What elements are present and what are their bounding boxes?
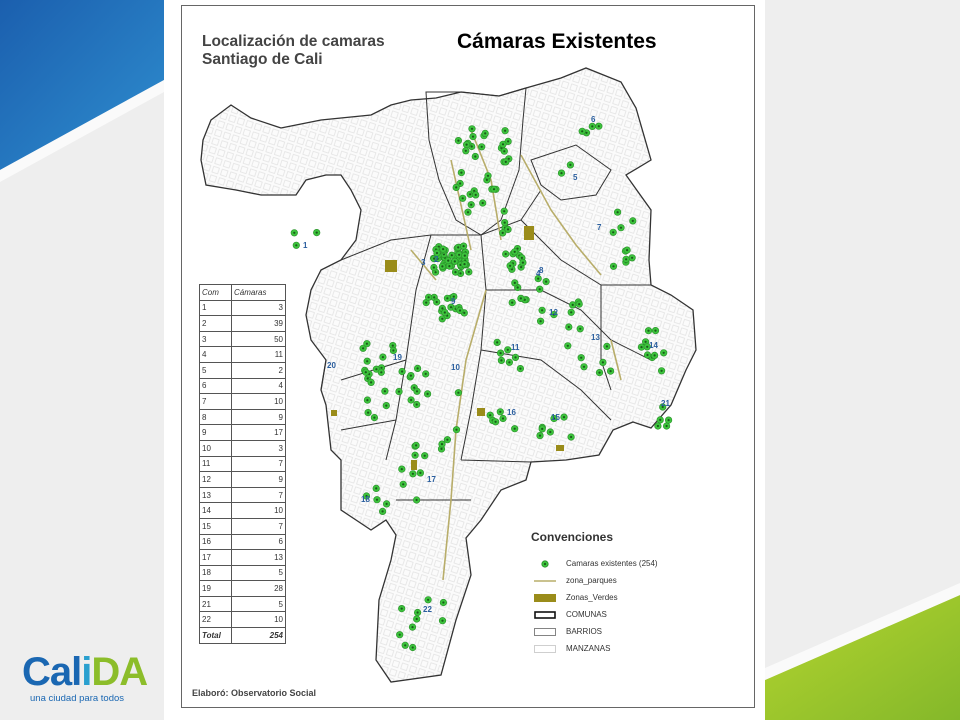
- camera-point: [517, 365, 524, 372]
- table-row: [200, 425, 286, 441]
- camera-point: [399, 466, 406, 473]
- camera-point: [382, 388, 389, 395]
- camera-point: [313, 229, 320, 236]
- camera-point: [409, 644, 416, 651]
- camera-point: [589, 123, 596, 130]
- cell-camaras: 254: [232, 628, 286, 644]
- camera-point: [440, 246, 447, 253]
- cell-comuna: 21: [200, 596, 232, 612]
- cell-comuna: 10: [200, 440, 232, 456]
- camera-point: [453, 184, 460, 191]
- comuna-box-symbol: [534, 611, 556, 619]
- table-row: [200, 612, 286, 628]
- camera-point: [413, 442, 420, 449]
- camera-point: [445, 257, 452, 264]
- table-total-row: [200, 628, 286, 644]
- blue-corner-shape: [0, 0, 164, 170]
- green-fill-symbol: [534, 594, 556, 602]
- camera-point: [452, 258, 459, 265]
- camera-point: [462, 252, 469, 259]
- comuna-label: 16: [507, 408, 516, 417]
- camera-point: [453, 426, 460, 433]
- camera-point: [439, 617, 446, 624]
- table-row: [200, 487, 286, 503]
- cell-comuna: 15: [200, 518, 232, 534]
- camera-point: [410, 471, 417, 478]
- comuna-label: 13: [591, 333, 600, 342]
- table-row: [200, 581, 286, 597]
- legend-items: [531, 556, 731, 658]
- camera-point: [466, 269, 473, 276]
- camera-point: [501, 208, 508, 215]
- comuna-label: 10: [451, 363, 460, 372]
- camera-point: [472, 192, 479, 199]
- camera-point: [468, 201, 475, 208]
- camera-point: [500, 141, 507, 148]
- camera-point: [371, 414, 378, 421]
- camera-point: [424, 391, 431, 398]
- comuna-label: 3: [421, 258, 426, 267]
- cell-comuna: 2: [200, 316, 232, 332]
- cell-comuna: 11: [200, 456, 232, 472]
- camera-point: [507, 263, 514, 270]
- camera-point: [363, 369, 370, 376]
- comuna-label: 21: [661, 399, 670, 408]
- camera-point: [651, 352, 658, 359]
- camera-point: [455, 137, 462, 144]
- camera-point: [569, 302, 576, 309]
- camera-point: [383, 501, 390, 508]
- camera-point: [610, 229, 617, 236]
- camera-point: [660, 350, 667, 357]
- camera-point: [502, 127, 509, 134]
- camera-point: [383, 402, 390, 409]
- camera-point: [396, 631, 403, 638]
- comuna-label: 1: [303, 241, 308, 250]
- camera-point: [644, 352, 651, 359]
- camera-point: [482, 130, 489, 137]
- calida-logo: [22, 650, 172, 710]
- camera-point: [655, 423, 662, 430]
- camera-point: [604, 343, 611, 350]
- camera-point: [537, 432, 544, 439]
- camera-point: [568, 309, 575, 316]
- camera-point: [578, 354, 585, 361]
- cell-camaras: 5: [232, 565, 286, 581]
- cameras-table: [199, 284, 286, 644]
- camera-point: [469, 126, 476, 133]
- camera-point: [439, 263, 446, 270]
- camera-point: [503, 159, 510, 166]
- barrio-box-symbol: [534, 628, 556, 636]
- camera-point: [536, 286, 543, 293]
- comuna-label: 8: [539, 266, 544, 275]
- camera-point: [364, 358, 371, 365]
- header-com: Com: [200, 285, 232, 301]
- cell-camaras: 28: [232, 581, 286, 597]
- table-body: [200, 300, 286, 643]
- camera-point: [444, 436, 451, 443]
- cell-camaras: 7: [232, 487, 286, 503]
- table-row: [200, 394, 286, 410]
- camera-point: [509, 299, 516, 306]
- camera-point: [579, 128, 586, 135]
- camera-point: [413, 497, 420, 504]
- cell-comuna: 5: [200, 362, 232, 378]
- logo-tagline: una ciudad para todos: [30, 693, 125, 704]
- table-row: [200, 378, 286, 394]
- camera-point: [368, 379, 375, 386]
- camera-point: [414, 365, 421, 372]
- camera-point: [511, 425, 518, 432]
- camera-point: [497, 350, 504, 357]
- camera-point: [460, 243, 467, 250]
- green-zone: [524, 226, 534, 240]
- camera-point: [543, 278, 550, 285]
- comuna-label: 17: [427, 475, 436, 484]
- camera-point: [414, 388, 421, 395]
- cell-camaras: 13: [232, 550, 286, 566]
- table-row: [200, 534, 286, 550]
- cell-camaras: 11: [232, 347, 286, 363]
- cell-camaras: 10: [232, 503, 286, 519]
- camera-point: [596, 369, 603, 376]
- legend: [531, 530, 731, 658]
- camera-point: [396, 388, 403, 395]
- comuna-label: 14: [649, 341, 658, 350]
- camera-point: [565, 343, 572, 350]
- camera-point: [501, 219, 508, 226]
- legend-item: [531, 573, 731, 590]
- table-row: [200, 456, 286, 472]
- camera-point: [413, 401, 420, 408]
- camera-point: [421, 452, 428, 459]
- camera-point: [512, 280, 519, 287]
- camera-point: [629, 255, 636, 262]
- camera-point: [470, 133, 477, 140]
- camera-point: [293, 242, 300, 249]
- camera-point: [581, 364, 588, 371]
- manzana-box-symbol: [534, 645, 556, 653]
- camera-point: [520, 259, 527, 266]
- camera-point: [658, 368, 665, 375]
- camera-point: [374, 496, 381, 503]
- camera-point: [624, 247, 631, 254]
- camera-point: [492, 419, 499, 426]
- comuna-label: 22: [423, 605, 432, 614]
- cell-camaras: 6: [232, 534, 286, 550]
- legend-item: [531, 607, 731, 624]
- camera-point: [444, 295, 451, 302]
- cell-comuna: 13: [200, 487, 232, 503]
- cell-comuna: 18: [200, 565, 232, 581]
- camera-point: [512, 354, 519, 361]
- camera-point: [518, 295, 525, 302]
- cell-camaras: 2: [232, 362, 286, 378]
- table-row: [200, 316, 286, 332]
- camera-point: [458, 169, 465, 176]
- cell-camaras: 7: [232, 518, 286, 534]
- legend-title: Convenciones: [531, 530, 614, 544]
- cell-comuna: 19: [200, 581, 232, 597]
- camera-point: [485, 173, 492, 180]
- green-zone: [385, 260, 397, 272]
- camera-point: [425, 597, 432, 604]
- camera-point: [497, 409, 504, 416]
- camera-point: [600, 359, 607, 366]
- map-title-line1: Localización de camaras: [202, 33, 385, 50]
- cell-camaras: 10: [232, 612, 286, 628]
- cell-comuna: 12: [200, 472, 232, 488]
- camera-point: [498, 357, 505, 364]
- camera-point: [408, 397, 415, 404]
- camera-point: [399, 368, 406, 375]
- camera-point: [364, 340, 371, 347]
- credit-text: Elaboró: Observatorio Social: [192, 688, 317, 698]
- cell-camaras: 9: [232, 472, 286, 488]
- comuna-label: 2: [434, 255, 439, 264]
- table-row: [200, 472, 286, 488]
- header-camaras: Cámaras: [232, 285, 286, 301]
- cell-comuna: 16: [200, 534, 232, 550]
- legend-item-label: MANZANAS: [566, 644, 611, 653]
- cell-comuna: 1: [200, 300, 232, 316]
- camera-point: [494, 339, 501, 346]
- cell-comuna: 14: [200, 503, 232, 519]
- comuna-label: 4: [536, 269, 541, 278]
- comuna-label: 18: [361, 495, 370, 504]
- slide-title: Cámaras Existentes: [457, 30, 657, 53]
- cell-camaras: 5: [232, 596, 286, 612]
- comuna-label: 12: [549, 308, 558, 317]
- comuna-label: 19: [393, 353, 402, 362]
- camera-point: [431, 264, 438, 271]
- park-line-symbol: [534, 577, 556, 585]
- comuna-label: 7: [597, 223, 602, 232]
- table-row: [200, 331, 286, 347]
- camera-point: [645, 327, 652, 334]
- camera-point: [501, 148, 508, 155]
- camera-point: [657, 417, 664, 424]
- cell-camaras: 3: [232, 440, 286, 456]
- camera-point: [465, 209, 472, 216]
- camera-point: [511, 249, 518, 256]
- camera-point: [457, 307, 464, 314]
- cell-camaras: 17: [232, 425, 286, 441]
- comuna-label: 9: [451, 297, 456, 306]
- camera-point: [652, 327, 659, 334]
- camera-point: [479, 200, 486, 207]
- green-zone: [411, 460, 417, 470]
- cell-camaras: 4: [232, 378, 286, 394]
- legend-item-label: zona_parques: [566, 576, 617, 585]
- camera-point: [291, 230, 298, 237]
- camera-point: [576, 301, 583, 308]
- green-zone: [331, 410, 337, 416]
- camera-point: [500, 415, 507, 422]
- table-row: [200, 362, 286, 378]
- table-row: [200, 300, 286, 316]
- camera-point: [373, 485, 380, 492]
- camera-point: [400, 481, 407, 488]
- table-row: [200, 503, 286, 519]
- camera-point: [478, 144, 485, 151]
- cell-comuna: Total: [200, 628, 232, 644]
- cell-comuna: 22: [200, 612, 232, 628]
- cell-camaras: 9: [232, 409, 286, 425]
- camera-point: [539, 307, 546, 314]
- camera-point: [378, 369, 385, 376]
- table-header-row: [200, 285, 286, 301]
- camera-point: [537, 318, 544, 325]
- camera-point: [425, 294, 432, 301]
- legend-item: [531, 590, 731, 607]
- table-row: [200, 440, 286, 456]
- legend-item: [531, 641, 731, 658]
- table-row: [200, 565, 286, 581]
- camera-point: [459, 195, 466, 202]
- table-row: [200, 550, 286, 566]
- green-zone: [477, 408, 485, 416]
- camera-point: [502, 251, 509, 258]
- camera-point: [558, 170, 565, 177]
- cell-comuna: 6: [200, 378, 232, 394]
- green-zone: [556, 445, 564, 451]
- legend-item-label: Zonas_Verdes: [566, 593, 618, 602]
- legend-item-label: BARRIOS: [566, 627, 603, 636]
- cell-camaras: 10: [232, 394, 286, 410]
- legend-item: [531, 624, 731, 641]
- cell-comuna: 9: [200, 425, 232, 441]
- camera-point: [630, 218, 637, 225]
- camera-point: [567, 162, 574, 169]
- camera-point: [412, 452, 419, 459]
- camera-point: [422, 371, 429, 378]
- camera-point: [380, 354, 387, 361]
- camera-point: [610, 263, 617, 270]
- logo-wordmark: CaliDA: [22, 650, 148, 694]
- camera-point: [455, 389, 462, 396]
- camera-point: [607, 368, 614, 375]
- camera-point: [379, 508, 386, 515]
- table-row: [200, 347, 286, 363]
- camera-point: [463, 141, 470, 148]
- camera-point: [442, 309, 449, 316]
- cell-camaras: 3: [232, 300, 286, 316]
- cell-camaras: 39: [232, 316, 286, 332]
- cell-comuna: 4: [200, 347, 232, 363]
- camera-point: [409, 624, 416, 631]
- camera-point: [614, 209, 621, 216]
- camera-point: [665, 417, 672, 424]
- camera-point: [364, 397, 371, 404]
- camera-point: [491, 186, 498, 193]
- camera-point: [539, 426, 546, 433]
- cell-comuna: 17: [200, 550, 232, 566]
- camera-point: [566, 324, 573, 331]
- legend-item: [531, 556, 731, 573]
- table-row: [200, 409, 286, 425]
- camera-dot-symbol: [534, 560, 556, 568]
- camera-point: [413, 616, 420, 623]
- camera-point: [440, 599, 447, 606]
- legend-item-label: Camaras existentes (254): [566, 559, 658, 568]
- comuna-label: 6: [591, 115, 596, 124]
- table-row: [200, 518, 286, 534]
- camera-point: [398, 605, 405, 612]
- cell-comuna: 3: [200, 331, 232, 347]
- camera-point: [439, 441, 446, 448]
- camera-point: [472, 153, 479, 160]
- map-title-line2: Santiago de Cali: [202, 51, 323, 68]
- camera-point: [663, 423, 670, 430]
- comuna-label: 5: [573, 173, 578, 182]
- camera-point: [461, 261, 468, 268]
- camera-point: [408, 372, 415, 379]
- camera-point: [596, 123, 603, 130]
- legend-item-label: COMUNAS: [566, 610, 607, 619]
- camera-point: [506, 359, 513, 366]
- camera-point: [463, 148, 470, 155]
- camera-point: [414, 609, 421, 616]
- camera-point: [618, 224, 625, 231]
- comuna-label: 20: [327, 361, 336, 370]
- comuna-label: 15: [551, 413, 560, 422]
- camera-point: [623, 256, 630, 263]
- cell-camaras: 50: [232, 331, 286, 347]
- comuna-label: 11: [511, 343, 520, 352]
- camera-point: [568, 434, 575, 441]
- camera-point: [417, 470, 424, 477]
- camera-point: [452, 269, 459, 276]
- camera-point: [433, 299, 440, 306]
- cell-comuna: 7: [200, 394, 232, 410]
- camera-point: [547, 429, 554, 436]
- camera-point: [365, 409, 372, 416]
- cell-comuna: 8: [200, 409, 232, 425]
- cell-camaras: 7: [232, 456, 286, 472]
- camera-point: [402, 642, 409, 649]
- camera-point: [561, 414, 568, 421]
- table-row: [200, 596, 286, 612]
- camera-point: [577, 326, 584, 333]
- camera-point: [499, 230, 506, 237]
